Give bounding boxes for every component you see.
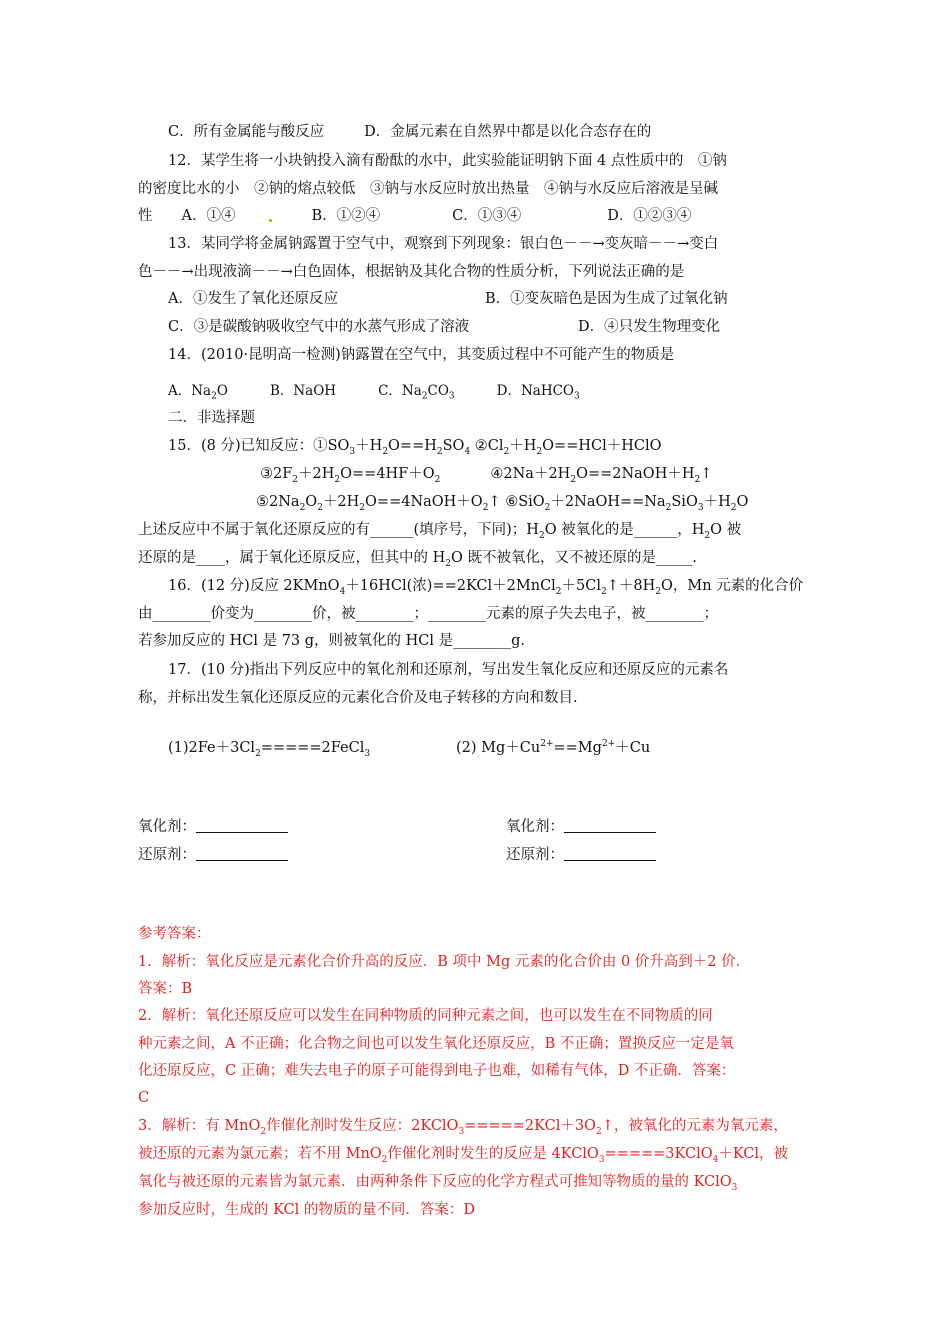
q17-2-reductant: 还原剂： xyxy=(506,845,656,865)
answer-1-line1: 1．解析：氧化反应是元素化合价升高的反应．B 项中 Mg 元素的化合价由 0 价升高到＋2 价． xyxy=(138,954,751,970)
q11-options-cd xyxy=(168,122,651,142)
q13-option-a: A．①发生了氧化还原反应 xyxy=(168,291,338,307)
stray-dot xyxy=(269,219,272,222)
answer-3-line3: 氧化与被还原的元素皆为氯元素．由两种条件下反应的化学方程式可推知等物质的量的 KClO$_3$ xyxy=(138,1174,738,1193)
q12-option-a: 性 A．①④ xyxy=(138,208,236,224)
q13-option-c: C．③是碳酸钠吸收空气中的水蒸气形成了溶液 xyxy=(168,319,470,335)
q17-1-oxidant: 氧化剂： xyxy=(138,817,288,837)
answer-3-line2: 被还原的元素为氯元素；若不用 MnO$_2$作催化剂时发生的反应是 4KClO$_3$=====3KClO$_4$＋KCl，被 xyxy=(138,1146,789,1165)
answer-3-line1: 3．解析：有 MnO$_2$作催化剂时发生反应：$2KClO_3=====2KCl+3O_2↑$，被氧化的元素为氧元素， xyxy=(138,1118,788,1137)
q14-option-a: A．$Na_2O$ xyxy=(168,383,228,402)
q11-option-d: D．金属元素在自然界中都是以化合态存在的 xyxy=(364,124,652,140)
q12-option-b: B．①②④ xyxy=(311,208,381,224)
q14-option-d: D．NaHCO$_3$ xyxy=(496,383,580,402)
q15-reactions-row1: 15．(8 分)已知反应：$①SO_3+H_2O==H_2SO_4$ $②Cl_2+H_2O==HCl+HClO$ xyxy=(168,438,662,457)
q17-equation-1: $(1)2Fe+3Cl_2=====2FeCl_3$ xyxy=(168,740,371,759)
q17-1-reductant: 还原剂： xyxy=(138,845,288,865)
q14-stem: 14．(2010·昆明高一检测)钠露置在空气中，其变质过程中不可能产生的物质是 xyxy=(168,347,675,363)
q15-question-line1: 上述反应中不属于氧化还原反应的有______(填序号，下同)；$H_2O$ 被氧化的是______，$H_2O$ 被 xyxy=(138,522,742,541)
q17-equation-2: (2) $Mg+Cu^{2+}==Mg^{2+}+Cu$ xyxy=(456,739,651,756)
answer-3-line4: 参加反应时，生成的 KCl 的物质的量不同．答案：D xyxy=(138,1202,476,1218)
q12-stem-line1: 12．某学生将一小块钠投入滴有酚酞的水中，此实验能证明钠下面 4 点性质中的 ①钠 xyxy=(168,153,727,169)
q13-stem-line1: 13．某同学将金属钠露置于空气中，观察到下列现象：银白色－－→变灰暗－－→变白 xyxy=(168,236,719,252)
q16-stem-line3: 若参加反应的 HCl 是 73 g，则被氧化的 HCl 是________g. xyxy=(138,633,526,649)
q14-options xyxy=(168,381,580,401)
q16-stem-line2: 由________价变为________价，被________；________元素的原子失去电子，被________； xyxy=(138,606,718,622)
q12-options xyxy=(138,206,691,226)
q16-stem-line1: 16．(12 分)反应 2KMnO$_4$＋16HCl(浓)$==2KCl+2MnCl_2+5Cl_2↑+8H_2O$，Mn 元素的化合价 xyxy=(168,578,804,597)
q12-option-c: C．①③④ xyxy=(452,208,522,224)
q13-option-b: B．①变灰暗色是因为生成了过氧化钠 xyxy=(485,291,728,307)
q12-stem-line2: 的密度比水的小 ②钠的熔点较低 ③钠与水反应时放出热量 ④钠与水反应后溶液是呈碱 xyxy=(138,181,718,197)
q11-option-c: C．所有金属能与酸反应 xyxy=(168,124,325,140)
q14-option-b: B．NaOH xyxy=(269,383,337,399)
answers-title: 参考答案： xyxy=(138,926,211,942)
q14-option-c: C．$Na_2CO_3$ xyxy=(378,383,455,402)
section-non-choice-title: 二．非选择题 xyxy=(168,410,255,426)
q17-2-reductant-blank[interactable] xyxy=(564,846,656,861)
answer-2-line2: 种元素之间，A 不正确；化合物之间也可以发生氧化还原反应，B 不正确；置换反应一定是氧 xyxy=(138,1036,734,1052)
q15-reactions-row3: $⑤2Na_2O_2+2H_2O==4NaOH+O_2↑$ $⑥SiO_2+2NaOH==Na_2SiO_3+H_2O$ xyxy=(256,494,749,513)
q17-stem-line2: 称，并标出发生氧化还原反应的元素化合价及电子转移的方向和数目. xyxy=(138,690,578,706)
q15-question-line2: 还原的是____，属于氧化还原反应，但其中的 $H_2O$ 既不被氧化，又不被还原的是_____. xyxy=(138,550,697,569)
answer-2-line1: 2．解析：氧化还原反应可以发生在同种物质的同种元素之间，也可以发生在不同物质的同 xyxy=(138,1008,713,1024)
q17-2-oxidant: 氧化剂： xyxy=(506,817,656,837)
answer-2-line4: C xyxy=(138,1090,150,1106)
q13-stem-line2: 色－－→出现液滴－－→白色固体，根据钠及其化合物的性质分析，下列说法正确的是 xyxy=(138,264,685,280)
q17-1-oxidant-blank[interactable] xyxy=(196,818,288,833)
answer-1-line2: 答案：B xyxy=(138,981,193,997)
answer-2-line3: 化还原反应，C 正确；难失去电子的原子可能得到电子也难，如稀有气体，D 不正确．答案： xyxy=(138,1063,736,1079)
q17-2-oxidant-blank[interactable] xyxy=(564,818,656,833)
q12-option-d: D．①②③④ xyxy=(607,208,692,224)
q17-stem-line1: 17．(10 分)指出下列反应中的氧化剂和还原剂，写出发生氧化反应和还原反应的元素名 xyxy=(168,662,729,678)
q15-reactions-row2: $③2F_2+2H_2O==4HF+O_2$ $④2Na+2H_2O==2NaOH+H_2↑$ xyxy=(260,466,713,485)
q17-1-reductant-blank[interactable] xyxy=(196,846,288,861)
q13-option-d: D．④只发生物理变化 xyxy=(578,319,721,335)
